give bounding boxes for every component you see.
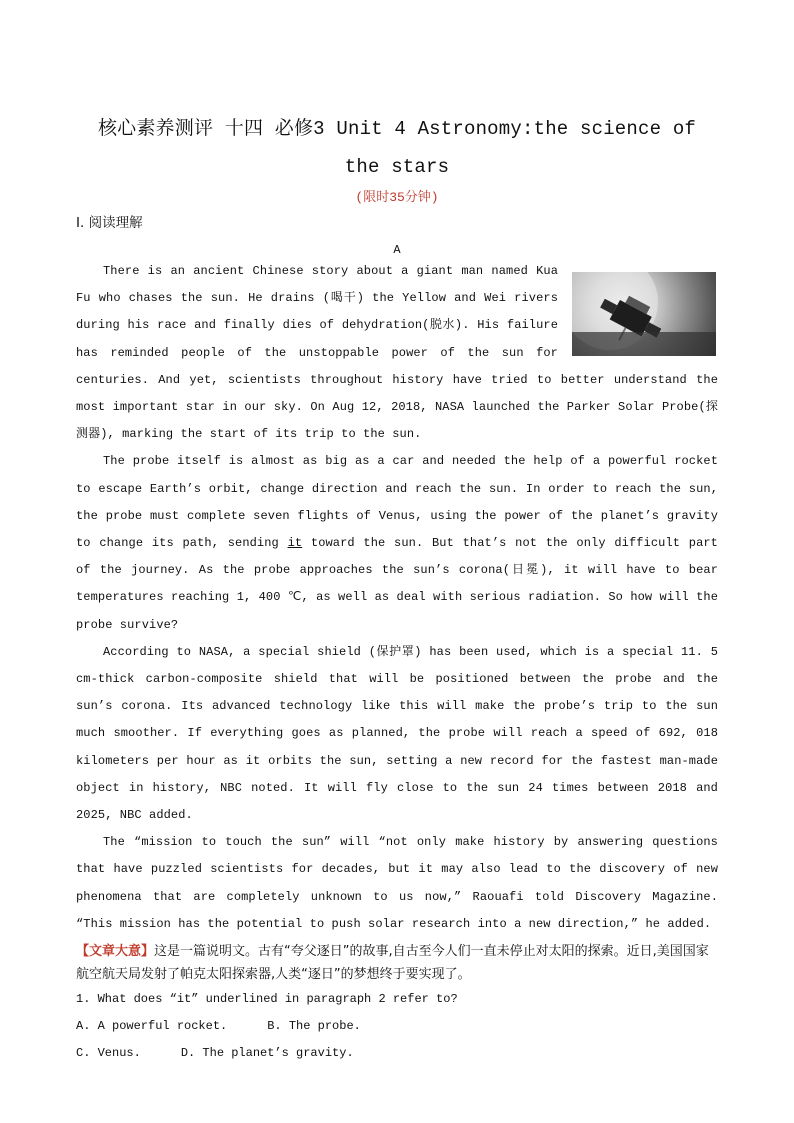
underlined-it: it bbox=[287, 536, 303, 551]
summary-text: 这是一篇说明文。古有“夸父逐日”的故事,自古至今人们一直未停止对太阳的探索。近日,美国国家航空航天局发射了帕克太阳探索器,人类“逐日”的梦想终于要实现了。 bbox=[76, 944, 709, 983]
question-1-options-row-1 bbox=[76, 1013, 718, 1040]
option-d: D. The planet’s gravity. bbox=[180, 1046, 354, 1061]
solar-probe-image bbox=[572, 272, 716, 356]
paragraph-4: The “mission to touch the sun” will “not only make history by answering questions that have puzzled scientists for decades, but it may also lead to the discovery of new phenomena that are completely unknown to us now,” Raouafi told Discovery Magazine. “This mission has the potential to push solar research into a new direction,” he added. bbox=[76, 835, 718, 931]
page-title bbox=[76, 110, 718, 186]
question-1-stem: 1. What does “it” underlined in paragraph 2 refer to? bbox=[76, 992, 458, 1007]
title-line-1: 核心素养测评 十四 必修3 Unit 4 Astronomy:the science of bbox=[97, 118, 697, 140]
summary-tag: 【文章大意】 bbox=[76, 944, 155, 960]
option-a: A. A powerful rocket. bbox=[76, 1019, 228, 1034]
title-line-2: the stars bbox=[344, 156, 450, 178]
document-page bbox=[76, 110, 718, 1067]
solar-probe-illustration bbox=[572, 272, 716, 356]
paragraph-2 bbox=[76, 448, 718, 638]
paragraph-2-part-b: toward the sun. But that’s not the only difficult part of the journey. As the probe approaches the sun’s corona(日冕), it will have to bear temperatures reaching 1, 400 ℃, as well as deal with serious radiation. So how will the probe survive? bbox=[76, 536, 718, 632]
paragraph-2-part-a: The probe itself is almost as big as a car and needed the help of a powerful rocket to escape Earth’s orbit, change direction and reach the sun. In order to reach the sun, the probe must complete seven flights of Venus, using the power of the planet’s gravity to change its path, sending bbox=[76, 454, 718, 551]
section-heading: Ⅰ. 阅读理解 bbox=[76, 215, 143, 231]
time-limit: (限时35分钟) bbox=[355, 190, 439, 205]
paragraph-3: According to NASA, a special shield (保护罩) has been used, which is a special 11. 5 cm-thick carbon-composite shield that will be positioned between the probe and the sun’s corona. Its advanced technology like this will make the probe’s trip to the sun much smoother. If everything goes as planned, the probe will reach a speed of 692, 018 kilometers per hour as it orbits the sun, setting a new record for the fastest man-made object in history, NBC noted. It will fly close to the sun 24 times between 2018 and 2025, NBC added. bbox=[76, 644, 718, 823]
option-b: B. The probe. bbox=[267, 1019, 361, 1034]
paragraph-1: There is an ancient Chinese story about a giant man named Kua Fu who chases the sun. He drains (喝干) the Yellow and Wei rivers during his race and finally dies of dehydration(脱水). His failure has reminded people of the unstoppable power of the sun for centuries. And yet, scientists throughout history have tried to better understand the most important star in our sky. On Aug 12, 2018, NASA launched the Parker Solar Probe(探测器), marking the start of its trip to the sun. bbox=[76, 264, 718, 442]
article-summary bbox=[76, 940, 718, 986]
passage-label: A bbox=[393, 243, 401, 257]
question-1-options-row-2 bbox=[76, 1040, 718, 1067]
option-c: C. Venus. bbox=[76, 1046, 141, 1061]
